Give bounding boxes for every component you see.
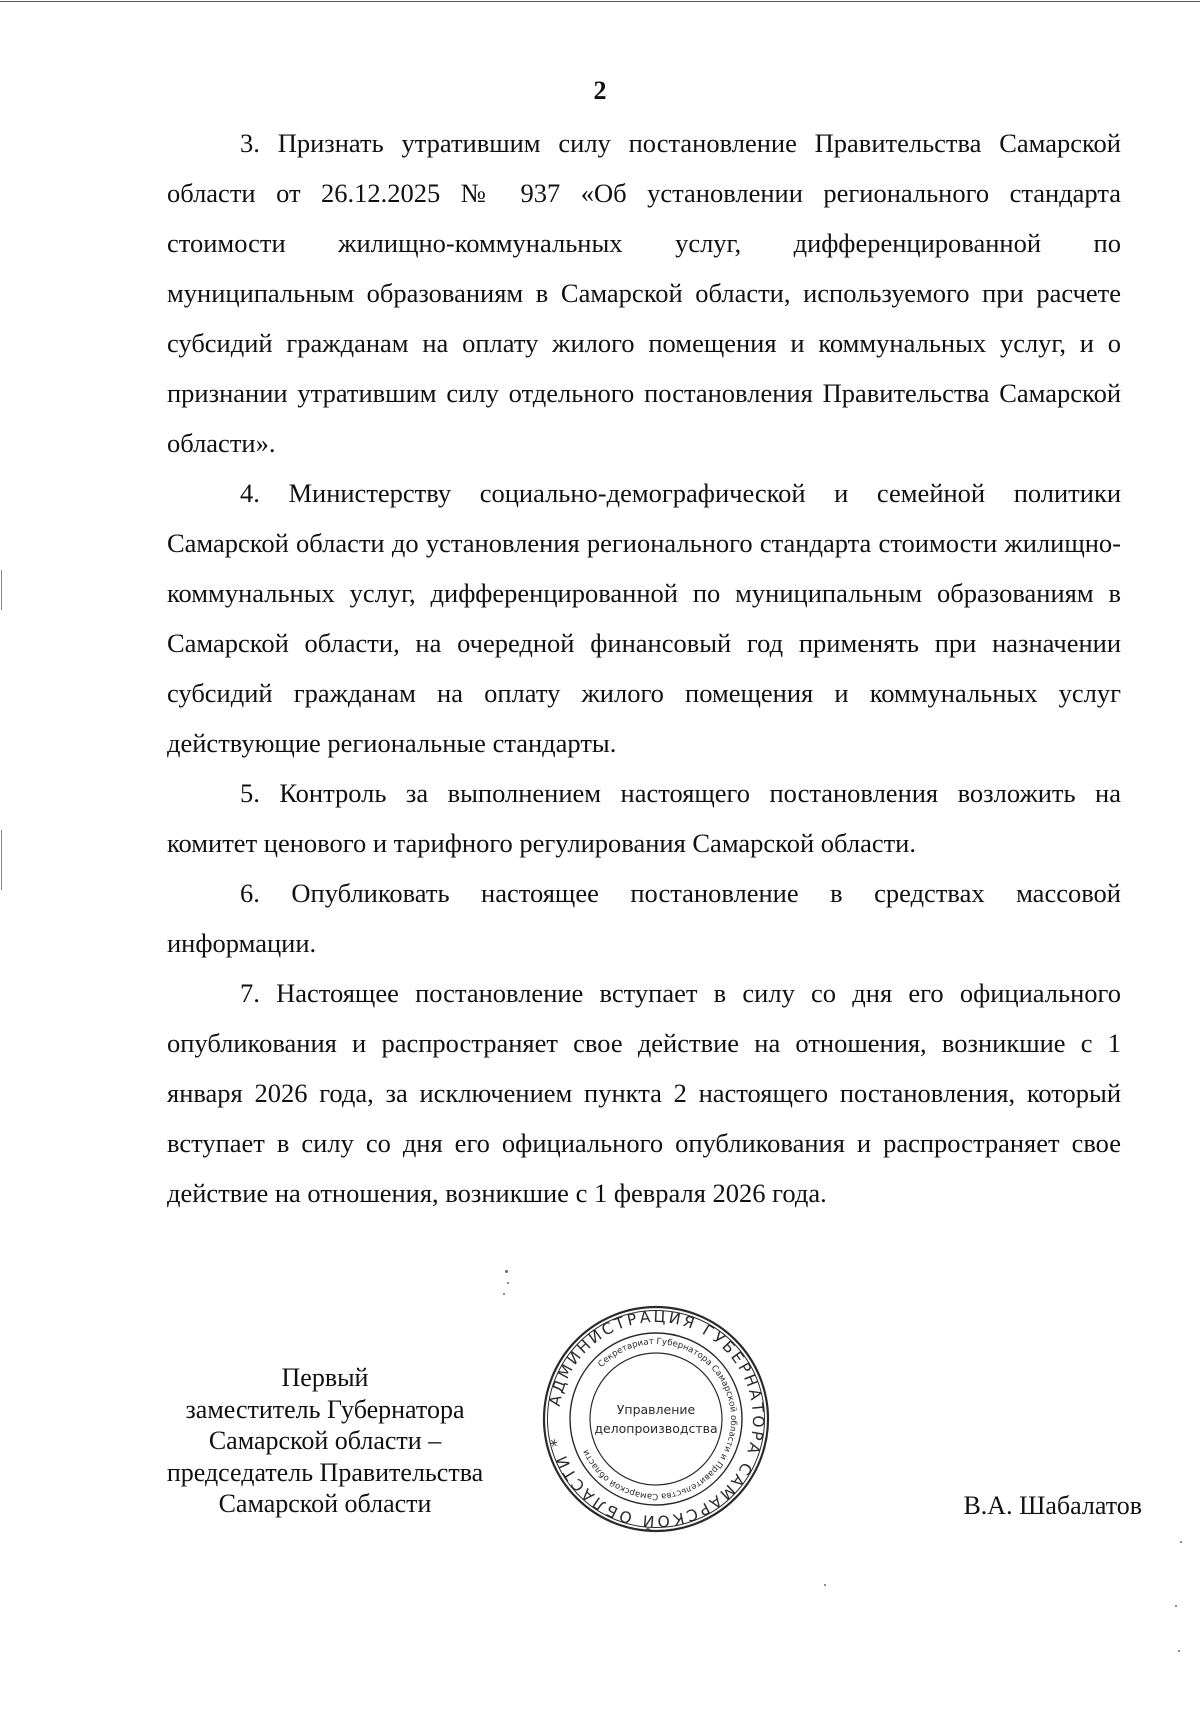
signatory-name: В.А. Шабалатов [963, 1491, 1142, 1520]
scan-edge-mark [1, 830, 2, 890]
signatory-title-line: Первый [281, 1363, 369, 1392]
scan-speck [1178, 1650, 1180, 1652]
scan-speck [824, 1584, 826, 1586]
stamp-inner-ring [590, 1353, 722, 1485]
page-top-border [0, 1, 1200, 2]
official-stamp [538, 1301, 774, 1537]
signatory-title-line: заместитель Губернатора [185, 1394, 465, 1424]
paragraph-6: 6. Опубликовать настоящее постановление в средствах массовой информации. [167, 878, 1121, 958]
page-number: 2 [593, 76, 607, 105]
stamp-center-line: делопроизводства [594, 1421, 718, 1436]
document-body [167, 118, 1121, 1218]
paragraph-7: 7. Настоящее постановление вступает в силу со дня его официального опубликования и распространяет свое действие на отношения, возникшие с 1 января 2026 года, за исключением пункта 2 настоящего постановления, который вступает в силу со дня его официального опубликования и распространяет свое действие на отношения, возникшие с 1 февраля 2026 года. [167, 978, 1121, 1208]
paragraph-4: 4. Министерству социально-демографической и семейной политики Самарской области до установления регионального стандарта стоимости жилищно-коммунальных услуг, дифференцированной по муниципальным образованиям в Самарской области, на очередной финансовый год применять при назначении субсидий гражданам на оплату жилого помещения и коммунальных услуг действующие региональные стандарты. [167, 478, 1121, 758]
signatory-title-line: председатель Правительства [166, 1457, 484, 1487]
scan-speck [1175, 1605, 1177, 1607]
stamp-middle-ring [570, 1333, 742, 1505]
stamp-inner-ring-text: Секретариат Губернатора Самарской области и Правительства Самарской области [580, 1336, 739, 1502]
stamp-outer-text: АДМИНИСТРАЦИЯ ГУБЕРНАТОРА САМАРСКОЙ ОБЛАСТИ * [545, 1307, 768, 1531]
signatory-title-line: Самарской области – [208, 1426, 442, 1455]
scan-speck [507, 1282, 509, 1284]
scan-edge-mark [1, 570, 2, 610]
scan-speck [1180, 1541, 1182, 1543]
signatory-title-line: Самарской области [218, 1489, 432, 1518]
paragraph-3: 3. Признать утратившим силу постановление Правительства Самарской области от 26.12.2025 № 937 «Об установлении регионального стандарта стоимости жилищно-коммунальных услуг, дифференцированной по муниципальным образованиям в Самарской области, используемого при расчете субсидий гражданам на оплату жилого помещения и коммунальных услуг, и о признании утратившим силу отдельного постановления Правительства Самарской области». [167, 128, 1121, 458]
signatory-title [150, 1362, 500, 1520]
stamp-center-line: Управление [616, 1402, 696, 1417]
scan-speck [505, 1270, 508, 1273]
scan-speck [503, 1293, 505, 1295]
paragraph-5: 5. Контроль за выполнением настоящего постановления возложить на комитет ценового и тарифного регулирования Самарской области. [167, 778, 1121, 858]
